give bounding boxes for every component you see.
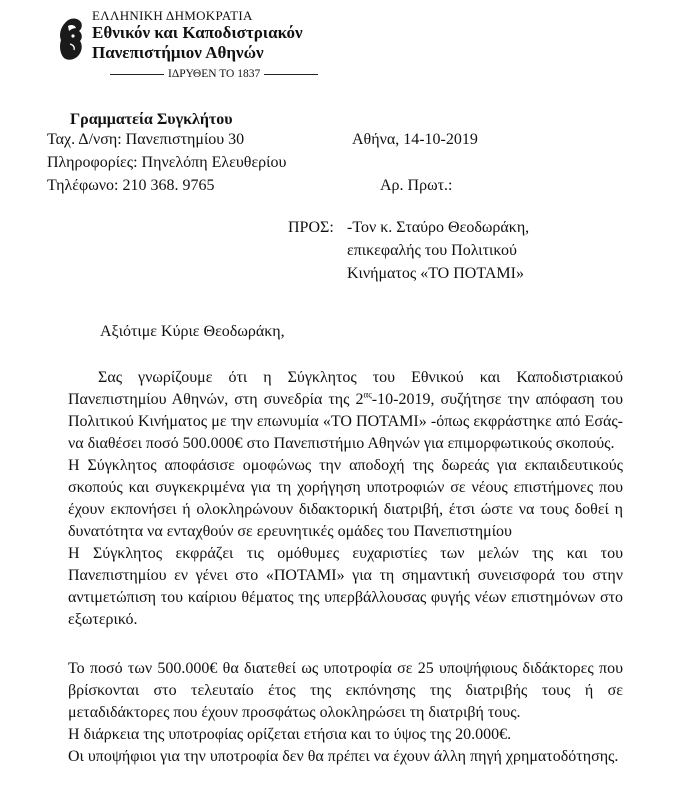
paragraph-4: Το ποσό των 500.000€ θα διατεθεί ως υποτροφία σε 25 υποψήφιους διδάκτορες που βρίσκονται στο τελευταίο έτος της εκπόνησης της διατριβής τους ή σε μεταδιδάκτορες που έχουν προσφάτως ολοκληρώσει τη διατριβή τους. <box>68 660 623 721</box>
letter-body-block1 <box>68 367 623 631</box>
paragraph-1 <box>68 367 623 455</box>
founded-text: ΙΔΡΥΘΕΝ ΤΟ 1837 <box>168 68 261 80</box>
paragraph-3: Η Σύγκλητος εκφράζει τις ομόθυμες ευχαριστίες των μελών της και του Πανεπιστημίου εν γένει στο «ΠΟΤΑΜΙ» για τη σημαντική συνεισφορά του στην αντιμετώπιση του καίριου θέματος της υπερβάλλουσας φυγής νέων επιστημόνων στο εξωτερικό. <box>68 545 623 628</box>
sender-title: Γραμματεία Συγκλήτου <box>70 111 233 128</box>
sender-address: Ταχ. Δ/νση: Πανεπιστημίου 30 <box>47 131 245 148</box>
recipient-line2: επικεφαλής του Πολιτικού <box>347 242 517 259</box>
divider-left <box>110 74 164 75</box>
divider-right <box>264 74 318 75</box>
paragraph-2: Η Σύγκλητος αποφάσισε ομοφώνως την αποδοχή της δωρεάς για εκπαιδευτικούς σκοπούς και συγκεκριμένα για τη χορήγηση υποτροφιών σε νέους επιστήμονες που έχουν εκπονήσει ή ολοκληρώνουν διδακτορική διατριβή, έτσι ώστε να τους δοθεί η δυνατότητα να ενταχθούν σε ερευνητικές ομάδες του Πανεπιστημίου <box>68 457 623 540</box>
paragraph-6: Οι υποψήφιοι για την υποτροφία δεν θα πρέπει να έχουν άλλη πηγή χρηματοδότησης. <box>68 748 619 765</box>
letterhead-founded <box>110 68 318 80</box>
ordinal-superscript: ας <box>363 389 372 400</box>
protocol-number: Αρ. Πρωτ.: <box>380 177 453 194</box>
salutation: Αξιότιμε Κύριε Θεοδωράκη, <box>100 323 285 340</box>
paragraph-1-part2: -10-2019, συζήτησε την απόφαση του Πολιτικού Κινήματος με την επωνυμία «ΤΟ ΠΟΤΑΜΙ» -όπως εκφράστηκε από Εσάς- να διαθέσει ποσό 500.000€ στο Πανεπιστήμιο Αθηνών για επιμορφωτικούς σκοπούς. <box>68 391 623 452</box>
letter-body-block2 <box>68 658 623 768</box>
letterhead-republic: ΕΛΛΗΝΙΚΗ ΔΗΜΟΚΡΑΤΙΑ <box>92 8 253 23</box>
letter-date: Αθήνα, 14-10-2019 <box>352 131 478 148</box>
university-name-line2: Πανεπιστήμιον Αθηνών <box>92 43 264 62</box>
recipient-label: ΠΡΟΣ: <box>288 219 334 236</box>
sender-info: Πληροφορίες: Πηνελόπη Ελευθερίου <box>47 154 287 171</box>
university-name-line1: Εθνικόν και Καποδιστριακόν <box>92 23 303 42</box>
recipient-line3: Κινήματος «ΤΟ ΠΟΤΑΜΙ» <box>347 265 524 282</box>
letterhead-university-name <box>92 23 303 63</box>
athena-head-emblem-icon <box>56 14 86 62</box>
sender-phone: Τηλέφωνο: 210 368. 9765 <box>47 177 215 194</box>
paragraph-5: Η διάρκεια της υποτροφίας ορίζεται ετήσια και το ύψος της 20.000€. <box>68 726 512 743</box>
recipient-line1: -Τον κ. Σταύρο Θεοδωράκη, <box>347 219 530 236</box>
paragraph-1-part1: Σας γνωρίζουμε ότι η Σύγκλητος του Εθνικού και Καποδιστριακού Πανεπιστημίου Αθηνών, στη συνεδρία της 2 <box>68 369 623 408</box>
